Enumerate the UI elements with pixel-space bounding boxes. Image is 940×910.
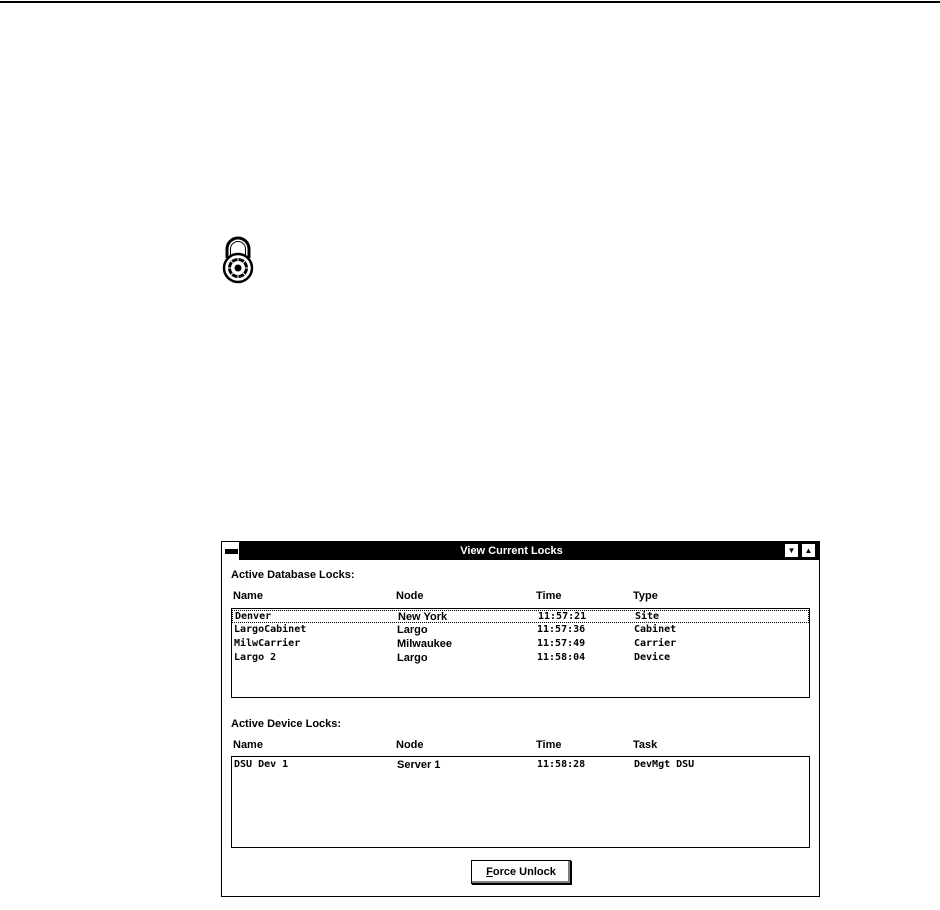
lock-name: DSU Dev 1 — [234, 759, 289, 770]
dev-header-node: Node — [396, 739, 424, 751]
db-header-time: Time — [536, 590, 562, 602]
lock-time: 11:58:28 — [537, 759, 586, 770]
lock-task: DevMgt DSU — [634, 759, 695, 770]
lock-name: MilwCarrier — [234, 638, 301, 649]
lock-time: 11:57:21 — [538, 611, 587, 622]
force-unlock-button[interactable] — [471, 860, 571, 884]
database-locks-list[interactable] — [231, 608, 810, 698]
device-locks-label: Active Device Locks: — [231, 718, 342, 730]
lock-type: Device — [634, 652, 671, 663]
dev-header-task: Task — [633, 739, 658, 751]
lock-type: Carrier — [634, 638, 677, 649]
chevron-down-icon: ▼ — [787, 546, 796, 555]
lock-name: LargoCabinet — [234, 624, 307, 635]
minimize-button[interactable] — [784, 543, 799, 558]
lock-node: Largo — [397, 652, 428, 664]
lock-node: Server 1 — [397, 759, 441, 771]
padlock-icon — [218, 236, 258, 284]
lock-type: Site — [635, 611, 660, 622]
lock-name: Largo 2 — [234, 652, 277, 663]
lock-node: Largo — [397, 624, 428, 636]
lock-time: 11:58:04 — [537, 652, 586, 663]
lock-node: Milwaukee — [397, 638, 453, 650]
device-locks-list[interactable] — [231, 756, 810, 848]
table-row[interactable] — [232, 638, 809, 651]
title-bar[interactable] — [222, 542, 819, 560]
table-row[interactable] — [232, 759, 809, 772]
table-row[interactable] — [232, 652, 809, 665]
lock-time: 11:57:49 — [537, 638, 586, 649]
db-header-node: Node — [396, 590, 424, 602]
lock-node: New York — [398, 611, 448, 623]
database-locks-label: Active Database Locks: — [231, 569, 355, 581]
dev-header-time: Time — [536, 739, 562, 751]
table-row[interactable] — [232, 610, 809, 623]
maximize-button[interactable] — [801, 543, 816, 558]
table-row[interactable] — [232, 624, 809, 637]
force-unlock-label: orce Unlock — [492, 866, 556, 878]
system-menu-icon — [225, 549, 238, 554]
lock-type: Cabinet — [634, 624, 677, 635]
view-current-locks-dialog — [221, 541, 820, 897]
force-unlock-accelerator: F — [486, 866, 493, 878]
dev-header-name: Name — [233, 739, 263, 751]
lock-time: 11:57:36 — [537, 624, 586, 635]
window-title: View Current Locks — [460, 545, 563, 557]
db-header-type: Type — [633, 590, 658, 602]
top-rule — [0, 1, 940, 3]
chevron-up-icon: ▲ — [804, 546, 813, 555]
system-menu-button[interactable] — [222, 542, 240, 560]
db-header-name: Name — [233, 590, 263, 602]
lock-name: Denver — [235, 611, 272, 622]
